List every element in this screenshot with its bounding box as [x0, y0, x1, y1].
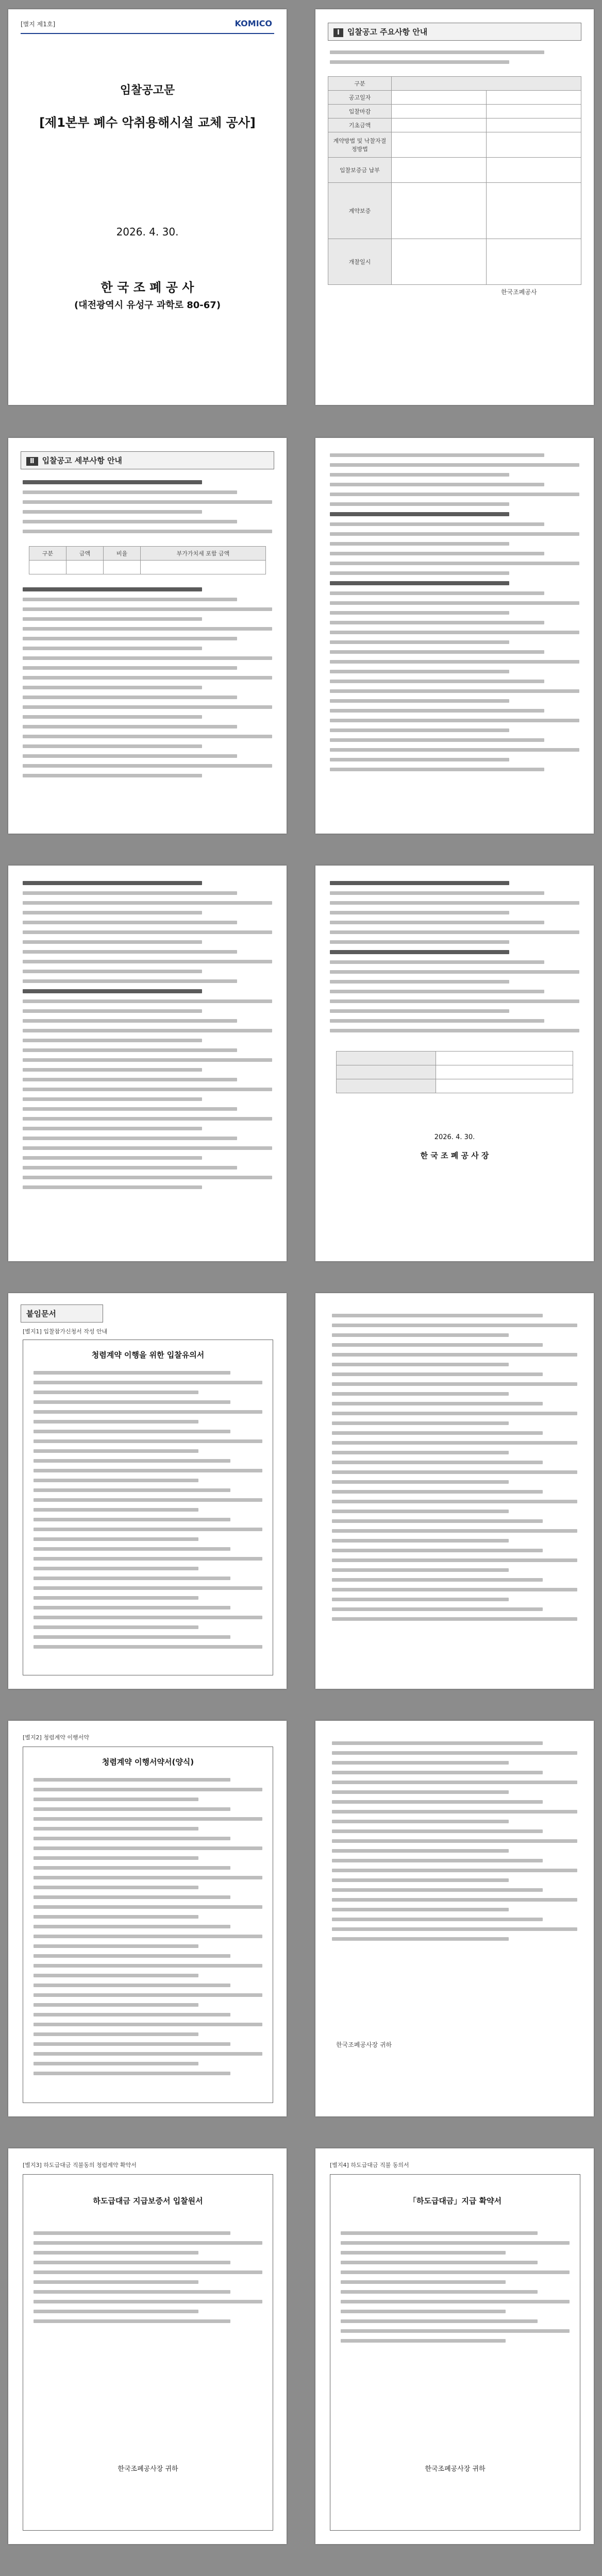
annex-page-2 — [315, 1293, 594, 1689]
section-title — [328, 23, 581, 41]
annex-title: 붙임문서 — [21, 1304, 103, 1323]
table-row — [328, 158, 581, 183]
form-frame — [23, 2174, 273, 2531]
annex-page-4 — [315, 1721, 594, 2116]
sign-date: 2026. 4. 30. — [434, 1133, 475, 1141]
section-number: Ⅰ — [333, 28, 343, 37]
detail-section-number: Ⅱ — [26, 457, 38, 466]
detail-text-d — [23, 881, 272, 1195]
price-table — [29, 546, 266, 574]
annex-text-b — [332, 1741, 577, 1947]
cover-page — [8, 9, 287, 405]
cover-org: 한 국 조 폐 공 사 — [101, 280, 194, 295]
annex-text-a — [332, 1314, 577, 1627]
header-rule — [21, 33, 274, 34]
detail-text-e — [330, 881, 579, 1039]
col-header: 비율 — [104, 547, 141, 561]
detail-page-1 — [8, 438, 287, 834]
form-footer-org: 한국조폐공사장 귀하 — [425, 2465, 486, 2473]
row-label: 계약보증 — [328, 183, 392, 239]
cover-address: (대전광역시 유성구 과학로 80-67) — [74, 300, 221, 311]
form-footer-org: 한국조폐공사장 귀하 — [118, 2465, 178, 2473]
annex-page-1 — [8, 1293, 287, 1689]
table-row — [328, 132, 581, 158]
form-heading: 하도급대금 지급보증서 입찰원서 — [93, 2196, 203, 2206]
contact-org: 한국조폐공사 — [501, 289, 537, 296]
form-frame — [23, 1747, 273, 2103]
col-header: 금액 — [66, 547, 104, 561]
form-label: [별지1] 입찰참가신청서 작성 안내 — [23, 1328, 108, 1335]
detail-page-2 — [315, 438, 594, 834]
row-label: 공고일자 — [328, 91, 392, 105]
form-heading: 청렴계약 이행을 위한 입찰유의서 — [91, 1350, 205, 1360]
komico-logo: KOMICO — [235, 19, 272, 28]
form-heading: 「하도급대금」지급 확약서 — [408, 2196, 502, 2206]
table-row — [328, 105, 581, 118]
sign-org: 한 국 조 폐 공 사 장 — [420, 1151, 489, 1160]
doc-label: [별지 제1호] — [21, 21, 56, 28]
detail-text-c — [330, 453, 579, 777]
table-row — [337, 1065, 573, 1079]
annex-page-6 — [315, 2148, 594, 2544]
table-row — [328, 183, 581, 239]
table-row — [29, 561, 266, 574]
row-label: 입찰마감 — [328, 105, 392, 118]
form-frame — [23, 1340, 273, 1675]
row-label: 개찰일시 — [328, 239, 392, 285]
col-header: 부가가치세 포함 금액 — [141, 547, 266, 561]
contact-table — [336, 1051, 573, 1093]
cover-heading: 임찰공고문 — [120, 84, 175, 97]
detail-page-3 — [8, 866, 287, 1261]
table-row — [328, 91, 581, 105]
table-row — [328, 77, 581, 91]
table-row — [337, 1079, 573, 1093]
form-heading: 청렴계약 이행서약서(양식) — [102, 1757, 194, 1767]
detail-page-4 — [315, 866, 594, 1261]
detail-text-a — [23, 480, 272, 539]
row-label: 계약방법 및 낙찰자결정방법 — [328, 132, 392, 158]
form-frame — [330, 2174, 580, 2531]
annex-page-3 — [8, 1721, 287, 2116]
cover-date: 2026. 4. 30. — [116, 226, 179, 238]
detail-section-title-text: 입찰공고 세부사항 안내 — [42, 456, 122, 465]
section-title-text: 입찰공고 주요사항 안내 — [347, 27, 428, 37]
table-row — [328, 118, 581, 132]
form-label: [별지2] 청렴계약 이행서약 — [23, 1734, 89, 1741]
footer-org: 한국조폐공사장 귀하 — [336, 2041, 392, 2048]
detail-section-title — [21, 451, 274, 469]
summary-table — [328, 76, 581, 285]
col-header: 구분 — [29, 547, 66, 561]
summary-intro — [330, 50, 579, 70]
row-label: 기초금액 — [328, 118, 392, 132]
form-label: [별지3] 하도급대금 직불동의 청렴계약 확약서 — [23, 2162, 137, 2168]
annex-page-5 — [8, 2148, 287, 2544]
table-row — [337, 1052, 573, 1065]
row-label: 구분 — [328, 77, 392, 91]
row-label: 입찰보증금 납부 — [328, 158, 392, 183]
form-label: [별지4] 하도급대금 직불 동의서 — [330, 2162, 409, 2168]
table-row — [29, 547, 266, 561]
table-row — [328, 239, 581, 285]
detail-text-b — [23, 587, 272, 784]
cover-title: [제1본부 폐수 악취용해시설 교체 공사] — [39, 115, 256, 130]
summary-page — [315, 9, 594, 405]
